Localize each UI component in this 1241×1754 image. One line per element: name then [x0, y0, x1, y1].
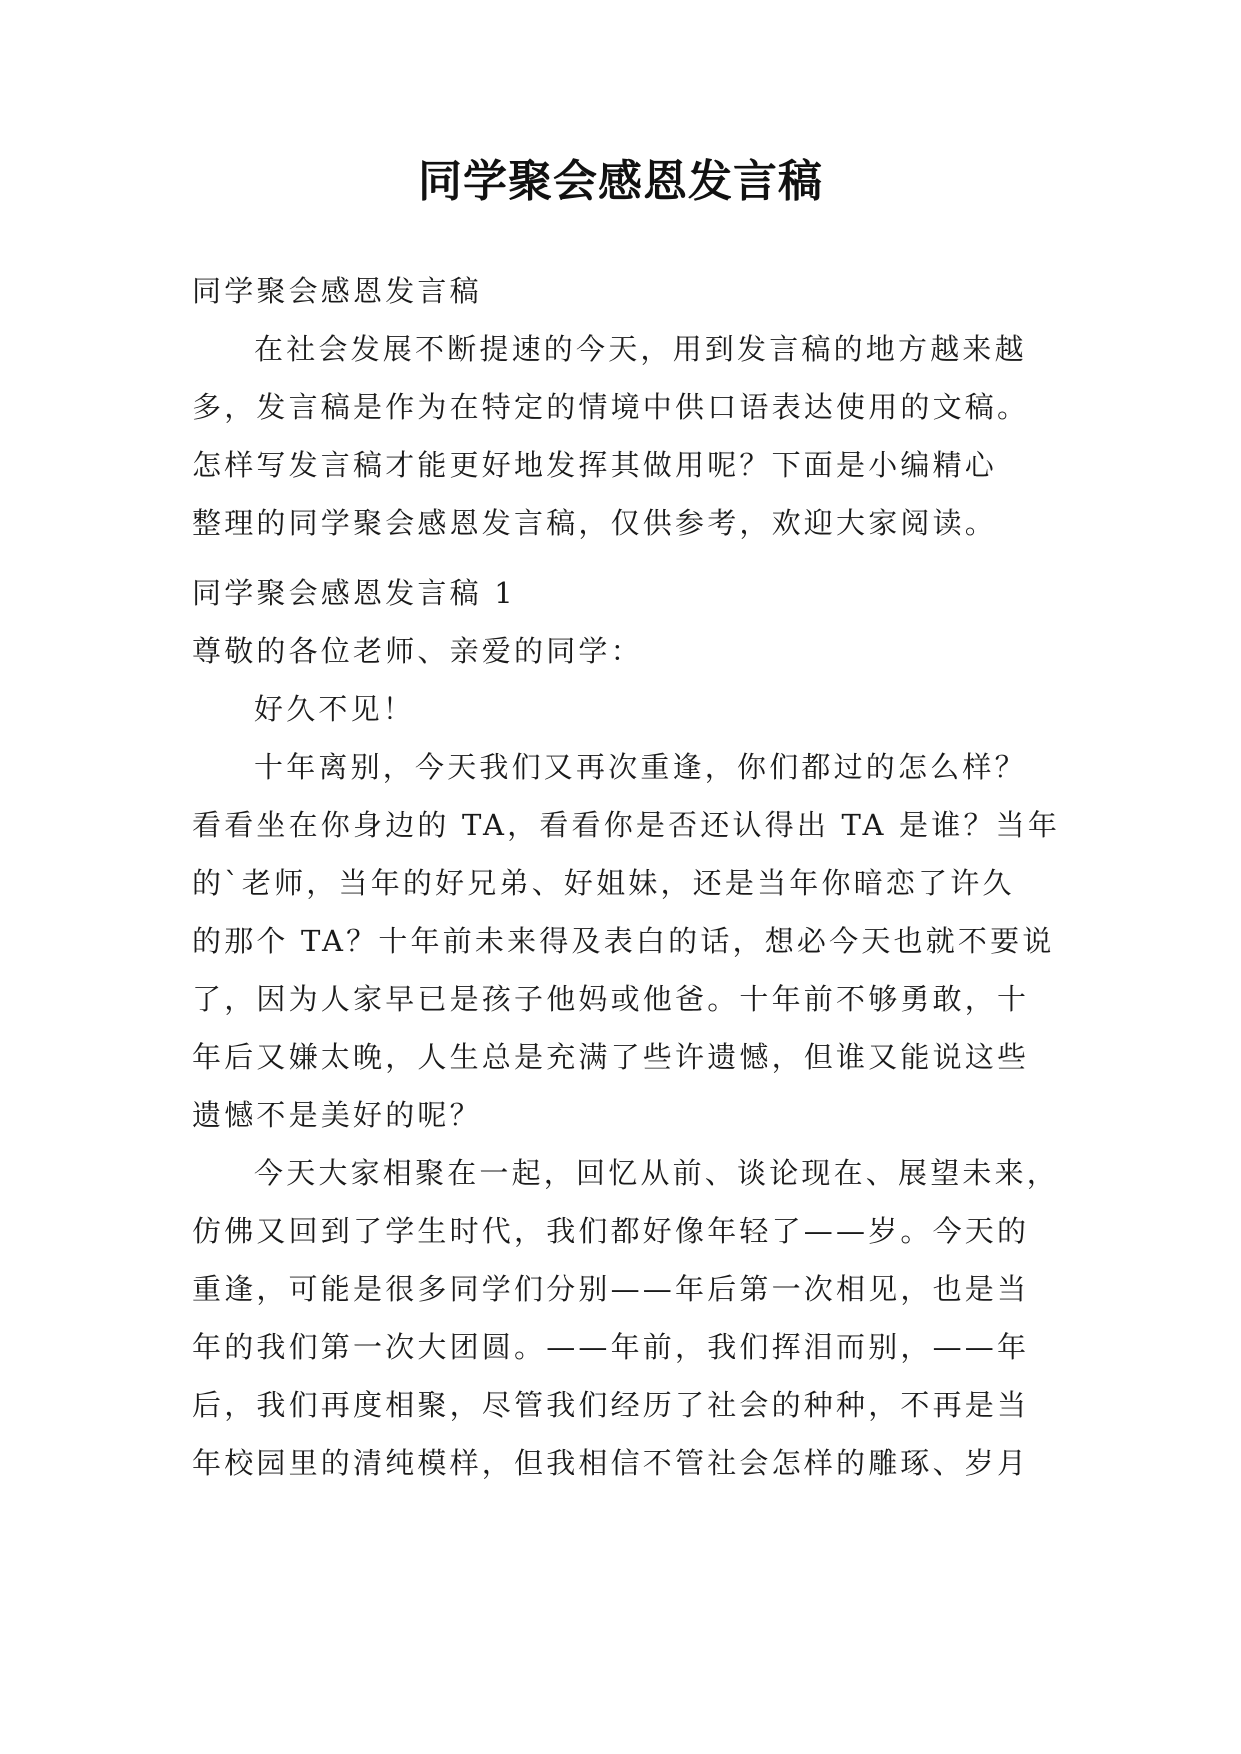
greeting: 好久不见！	[254, 692, 416, 726]
paragraph-line: 今天大家相聚在一起，回忆从前、谈论现在、展望未来，	[254, 1156, 1060, 1190]
intro-line: 多，发言稿是作为在特定的情境中供口语表达使用的文稿。	[192, 390, 1030, 424]
paragraph-line: 年的我们第一次大团圆。——年前，我们挥泪而别，——年	[192, 1330, 1030, 1364]
paragraph-line: 看看坐在你身边的 TA，看看你是否还认得出 TA 是谁？当年	[192, 808, 1061, 842]
salutation: 尊敬的各位老师、亲爱的同学：	[192, 634, 643, 668]
paragraph-line: 的那个 TA？十年前未来得及表白的话，想必今天也就不要说	[192, 924, 1055, 958]
paragraph-line: 重逢，可能是很多同学们分别——年后第一次相见，也是当	[192, 1272, 1030, 1306]
paragraph-line: 了，因为人家早已是孩子他妈或他爸。十年前不够勇敢，十	[192, 982, 1030, 1016]
paragraph-line: 后，我们再度相聚，尽管我们经历了社会的种种，不再是当	[192, 1388, 1030, 1422]
intro-line: 在社会发展不断提速的今天，用到发言稿的地方越来越	[254, 332, 1027, 366]
intro-heading: 同学聚会感恩发言稿	[192, 274, 482, 308]
intro-line: 整理的同学聚会感恩发言稿，仅供参考，欢迎大家阅读。	[192, 506, 998, 540]
paragraph-line: 遗憾不是美好的呢？	[192, 1098, 482, 1132]
paragraph-line: 仿佛又回到了学生时代，我们都好像年轻了——岁。今天的	[192, 1214, 1030, 1248]
intro-section	[192, 262, 1062, 552]
paragraph-line: 年校园里的清纯模样，但我相信不管社会怎样的雕琢、岁月	[192, 1446, 1030, 1480]
intro-line: 怎样写发言稿才能更好地发挥其做用呢？下面是小编精心	[192, 448, 998, 482]
paragraph-line: 年后又嫌太晚，人生总是充满了些许遗憾，但谁又能说这些	[192, 1040, 1030, 1074]
paragraph-line: 的`老师，当年的好兄弟、好姐妹，还是当年你暗恋了许久	[192, 866, 1015, 900]
speech-section	[192, 564, 1062, 1492]
section-heading: 同学聚会感恩发言稿 1	[192, 576, 516, 610]
intro-paragraph	[192, 320, 1062, 552]
speech-paragraph-1	[192, 738, 1062, 1144]
speech-paragraph-2	[192, 1144, 1062, 1492]
document-title: 同学聚会感恩发言稿	[418, 156, 823, 207]
paragraph-line: 十年离别，今天我们又再次重逢，你们都过的怎么样？	[254, 750, 1027, 784]
